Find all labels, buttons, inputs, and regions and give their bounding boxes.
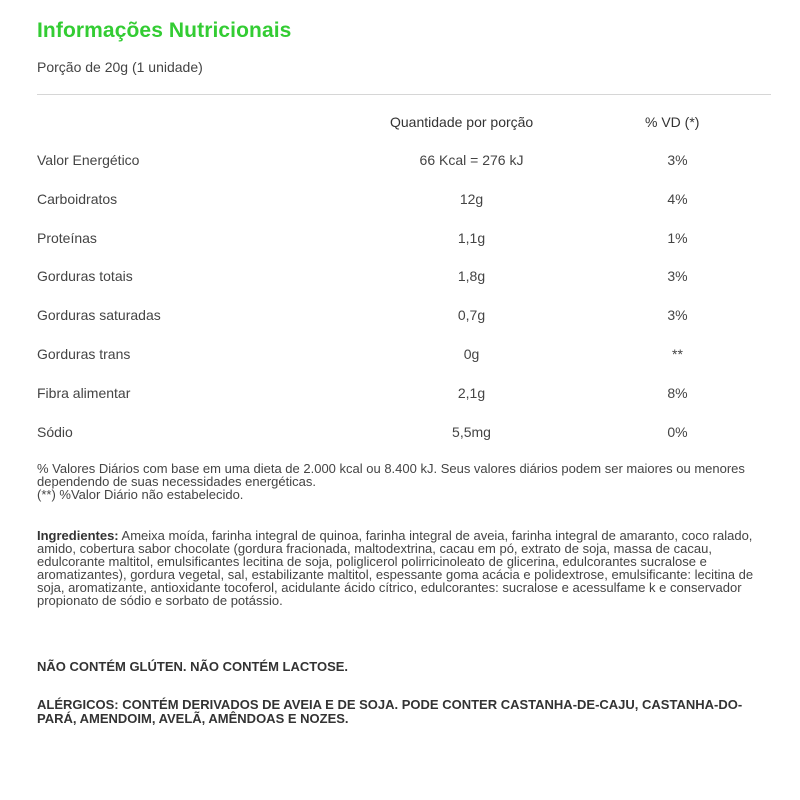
table-header <box>0 114 800 132</box>
portion-size: Porção de 20g (1 unidade) <box>37 59 203 75</box>
table-row <box>0 268 800 307</box>
table-row <box>0 307 800 346</box>
daily-value-note: % Valores Diários com base em uma dieta de 2.000 kcal ou 8.400 kJ. Seus valores diários podem ser maiores ou menores dependendo de suas necessidades energéticas. <box>37 461 745 489</box>
nutrient-amount: 1,8g <box>457 268 486 285</box>
table-row <box>0 152 800 191</box>
divider <box>37 94 771 95</box>
nutrient-daily-value: 3% <box>667 268 688 285</box>
nutrient-amount: 66 Kcal = 276 kJ <box>419 152 524 168</box>
nutrient-name: Fibra alimentar <box>37 384 131 401</box>
ingredients-text: Ameixa moída, farinha integral de quinoa, farinha integral de aveia, farinha integral de amaranto, coco ralado, amido, cobertura sabor chocolate (gordura fracionada, maltodextrina, cacau em pó, extrato de soja, massa de cacau, edulcorante maltitol, emulsificantes lecitina de soja, poliglicerol polirricinoleato de glicerina, edulcorantes sucralose e aromatizantes), gordura vegetal, sal, estabilizante maltitol, espessante goma acácia e polidextrose, emulsificante: lecitina de soja, aromatizante, antioxidante tocoferol, acidulante ácido cítrico, edulcorantes: sucralose e acessulfame k e conservador propionato de sódio e sorbato de potássio. <box>37 528 754 608</box>
table-row <box>0 385 800 424</box>
nutrient-daily-value: 3% <box>667 307 688 324</box>
table-row <box>0 191 800 230</box>
nutrient-name: Gorduras trans <box>37 345 131 362</box>
table-row <box>0 346 800 385</box>
nutrient-daily-value: 1% <box>667 229 688 246</box>
nutrient-amount: 5,5mg <box>452 423 491 440</box>
nutrition-table <box>0 152 800 462</box>
page-title: Informações Nutricionais <box>37 19 292 42</box>
nutrient-daily-value: 3% <box>667 152 688 168</box>
nutrient-amount: 0,7g <box>457 307 486 324</box>
column-header-amount: Quantidade por porção <box>390 114 534 130</box>
nutrient-amount: 12g <box>459 190 484 207</box>
nutrient-daily-value: 8% <box>667 384 688 401</box>
nutrient-daily-value: 4% <box>667 190 688 207</box>
nutrient-name: Proteínas <box>37 229 97 246</box>
nutrient-name: Carboidratos <box>37 190 118 207</box>
nutrient-daily-value: 0% <box>667 423 688 440</box>
column-header-daily-value: % VD (*) <box>645 114 700 130</box>
nutrient-amount: 2,1g <box>457 384 486 401</box>
nutrient-name: Sódio <box>37 423 73 440</box>
not-established-note: (**) %Valor Diário não estabelecido. <box>37 487 244 502</box>
nutrient-name: Valor Energético <box>37 152 140 168</box>
ingredients-block <box>37 529 777 607</box>
daily-value-notes <box>37 462 777 501</box>
nutrient-amount: 0g <box>463 345 480 362</box>
gluten-lactose-notice: NÃO CONTÉM GLÚTEN. NÃO CONTÉM LACTOSE. <box>37 659 349 674</box>
table-row <box>0 424 800 463</box>
nutrient-name: Gorduras saturadas <box>37 307 161 324</box>
allergens-notice: ALÉRGICOS: CONTÉM DERIVADOS DE AVEIA E DE SOJA. PODE CONTER CASTANHA-DE-CAJU, CASTANHA-DO-PARÁ, AMENDOIM, AVELÃ, AMÊNDOAS E NOZES. <box>37 697 743 726</box>
ingredients-label: Ingredientes: <box>37 528 119 543</box>
nutrient-name: Gorduras totais <box>37 268 133 285</box>
nutrient-daily-value: ** <box>672 345 683 362</box>
nutrient-amount: 1,1g <box>457 229 486 246</box>
table-row <box>0 230 800 269</box>
